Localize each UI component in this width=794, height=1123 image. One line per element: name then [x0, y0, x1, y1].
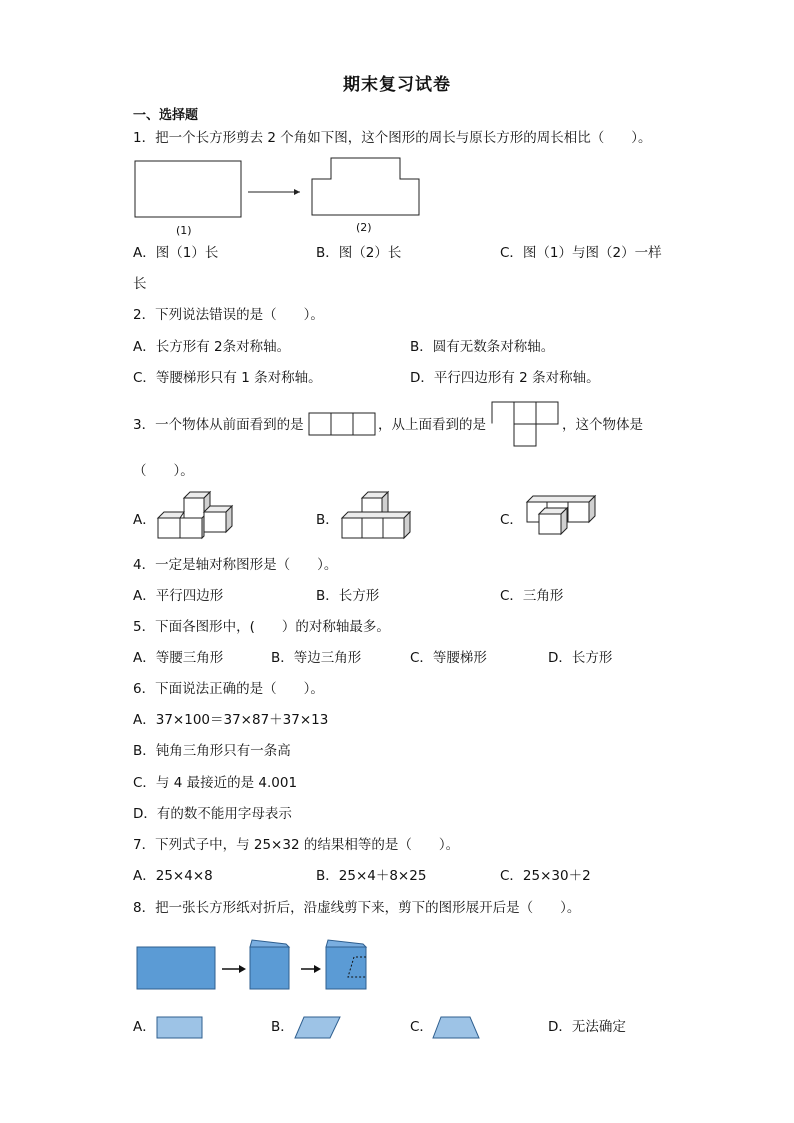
- q8-option-c[interactable]: C．: [410, 1019, 433, 1035]
- q2-option-b[interactable]: B．圆有无数条对称轴。: [410, 339, 555, 355]
- q2-option-a[interactable]: A．长方形有 2条对称轴。: [133, 339, 291, 355]
- q7-stem: 7．下列式子中，与 25×32 的结果相等的是（ ）。: [133, 837, 460, 853]
- q1-option-c-cont: 长: [133, 276, 147, 292]
- q4-option-b[interactable]: B．长方形: [316, 588, 380, 604]
- q3-option-a[interactable]: A．: [133, 512, 156, 528]
- q6-option-d[interactable]: D．有的数不能用字母表示: [133, 806, 292, 822]
- q7-option-a[interactable]: A．25×4×8: [133, 868, 213, 884]
- q1-option-b[interactable]: B．图（2）长: [316, 245, 402, 261]
- q6-stem: 6．下面说法正确的是（ ）。: [133, 681, 324, 697]
- q3-stem-4: （ ）。: [133, 463, 194, 479]
- q5-option-b[interactable]: B．等边三角形: [271, 650, 362, 666]
- q8-option-b-parallelogram: [294, 1016, 344, 1040]
- q2-option-d[interactable]: D．平行四边形有 2 条对称轴。: [410, 370, 600, 386]
- q3-option-c[interactable]: C．: [500, 512, 523, 528]
- q1-stem: 1．把一个长方形剪去 2 个角如下图，这个图形的周长与原长方形的周长相比（ ）。: [133, 130, 652, 146]
- q8-folded-paper: [250, 947, 289, 989]
- q1-caption-1: (1): [176, 224, 192, 237]
- q1-option-c[interactable]: C．图（1）与图（2）一样: [500, 245, 662, 261]
- q7-option-c[interactable]: C．25×30＋2: [500, 868, 591, 884]
- q5-option-d[interactable]: D．长方形: [548, 650, 613, 666]
- q4-option-a[interactable]: A．平行四边形: [133, 588, 224, 604]
- q8-cut-paper: [326, 947, 366, 989]
- q7-option-b[interactable]: B．25×4＋8×25: [316, 868, 427, 884]
- q5-option-a[interactable]: A．等腰三角形: [133, 650, 224, 666]
- q3-option-b[interactable]: B．: [316, 512, 339, 528]
- q8-option-c-trapezoid: [432, 1016, 482, 1040]
- q3-stem-2: ，从上面看到的是: [378, 417, 486, 433]
- q6-option-a[interactable]: A．37×100＝37×87＋37×13: [133, 712, 329, 728]
- q2-stem: 2．下列说法错误的是（ ）。: [133, 307, 324, 323]
- q1-cut-shape: [312, 158, 419, 215]
- q5-option-c[interactable]: C．等腰梯形: [410, 650, 487, 666]
- section-heading: 一、选择题: [133, 108, 199, 123]
- q6-option-b[interactable]: B．钝角三角形只有一条高: [133, 743, 291, 759]
- q8-option-d[interactable]: D．无法确定: [548, 1019, 626, 1035]
- q6-option-c[interactable]: C．与 4 最接近的是 4.001: [133, 775, 298, 791]
- q3-stem-1: 3．一个物体从前面看到的是: [133, 417, 304, 433]
- q3-top-view: [491, 401, 563, 449]
- q3-option-c-cubes: [525, 494, 605, 538]
- q4-option-c[interactable]: C．三角形: [500, 588, 564, 604]
- q4-stem: 4．一定是轴对称图形是（ ）。: [133, 557, 338, 573]
- q1-figure: [130, 152, 430, 242]
- q8-folding-figure: [134, 936, 404, 994]
- q3-option-b-cubes: [340, 490, 420, 542]
- q1-rectangle-original: [135, 161, 241, 217]
- q8-paper: [137, 947, 215, 989]
- q8-stem: 8．把一张长方形纸对折后，沿虚线剪下来，剪下的图形展开后是（ ）。: [133, 900, 581, 916]
- q8-option-b[interactable]: B．: [271, 1019, 294, 1035]
- q2-option-c[interactable]: C．等腰梯形只有 1 条对称轴。: [133, 370, 322, 386]
- q8-option-a[interactable]: A．: [133, 1019, 156, 1035]
- page-title: 期末复习试卷: [343, 75, 451, 95]
- q3-stem-3: ，这个物体是: [562, 417, 643, 433]
- q5-stem: 5．下面各图形中，( ）的对称轴最多。: [133, 619, 390, 635]
- q3-option-a-cubes: [156, 490, 238, 542]
- q1-caption-2: (2): [356, 221, 372, 234]
- q1-option-a[interactable]: A．图（1）长: [133, 245, 219, 261]
- q8-option-a-rectangle: [156, 1016, 206, 1040]
- q3-front-view: [308, 412, 380, 438]
